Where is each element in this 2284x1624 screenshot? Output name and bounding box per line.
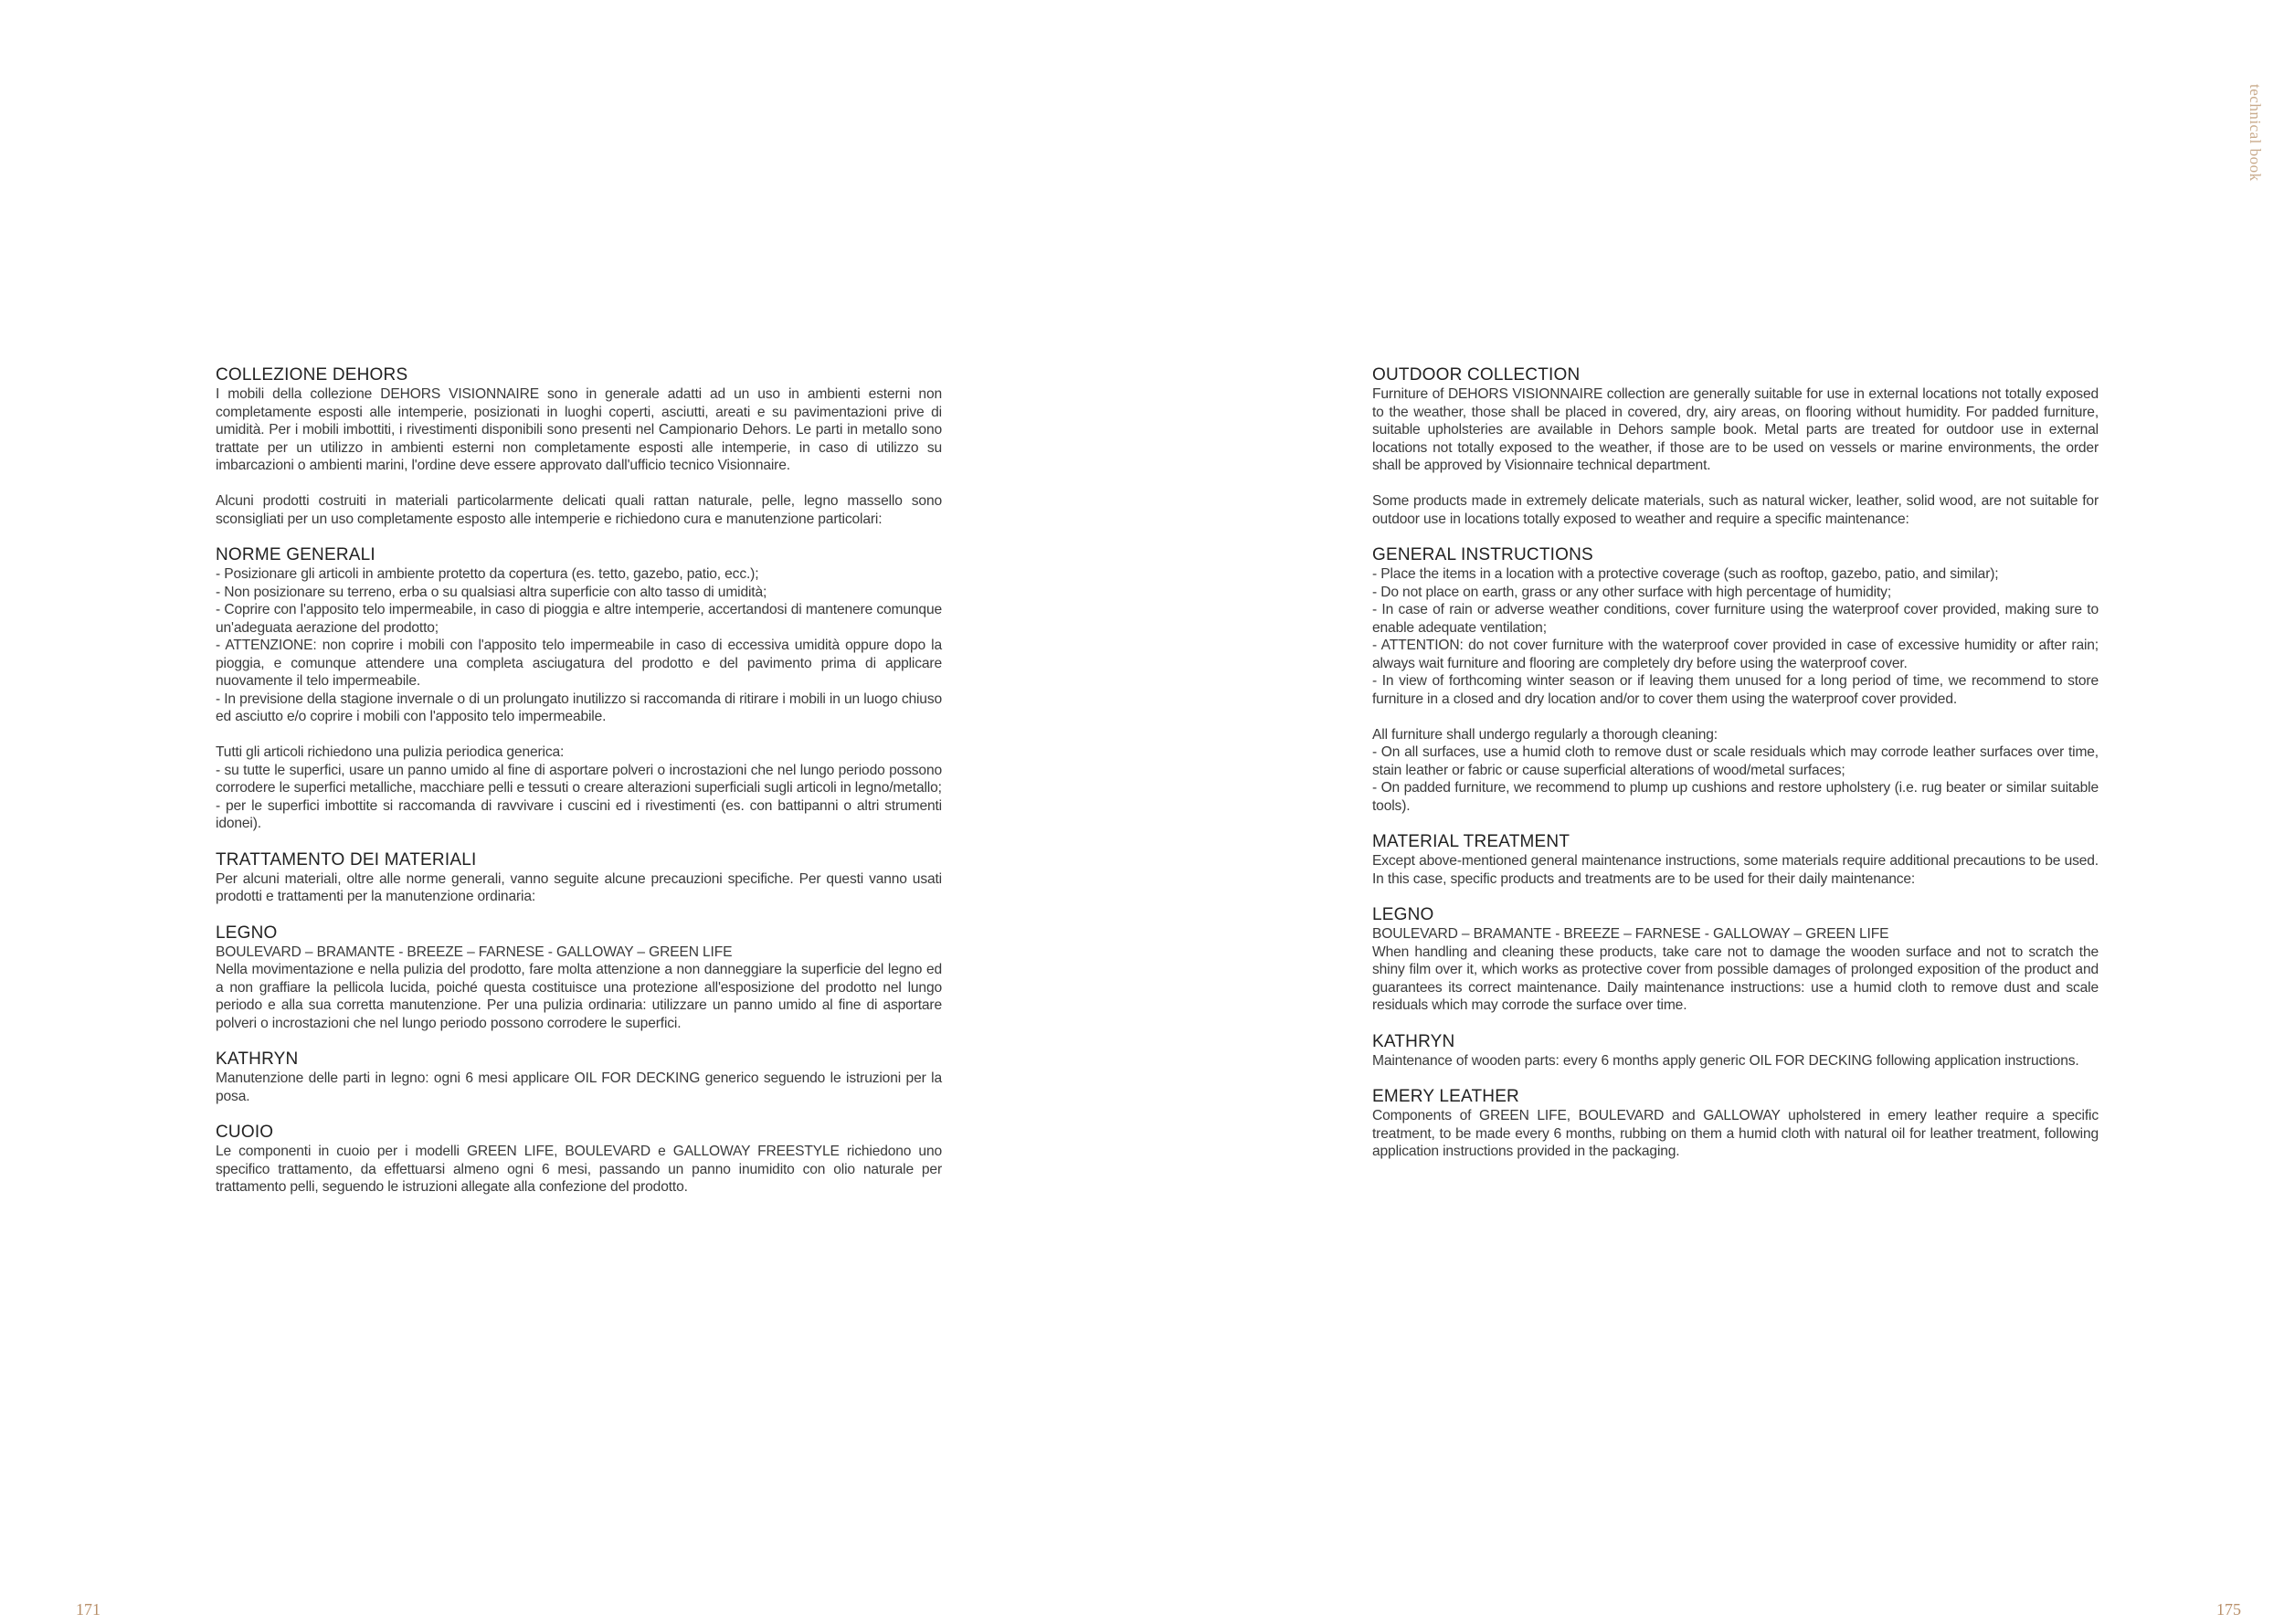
section-heading: EMERY LEATHER [1372,1087,1519,1106]
list-item: - Place the items in a location with a protective coverage (such as rooftop, gazebo, patio, and similar); [1372,566,1999,582]
list-item: - Coprire con l'apposito telo impermeabile, in caso di pioggia e altre intemperie, accertandosi di mantenere comunque un'adeguata aerazione del prodotto; [216,602,942,636]
paragraph: When handling and cleaning these products, take care not to damage the wooden surface and not to scratch the shiny film over it, which works as protective cover from possible damages of prolonged exposition of the product and guarantees its correct maintenance. Daily maintenance instructions: use a humid cloth to remove dust and scale residuals which may corrode the surface over time. [1372,944,2099,1013]
list-item: - In previsione della stagione invernale o di un prolungato inutilizzo si raccomanda di ritirare i mobili in un luogo chiuso ed asciutto e/o coprire i mobili con l'apposito telo impermeabile. [216,691,942,724]
section-heading: OUTDOOR COLLECTION [1372,365,1581,385]
paragraph: Per alcuni materiali, oltre alle norme generali, vanno seguite alcune precauzioni specifiche. Per questi vanno usati prodotti e trattamenti per la manutenzione ordinaria: [216,870,942,904]
list-item: - per le superfici imbottite si raccomanda di ravvivare i cuscini ed i rivestimenti (es. con battipanni o altri strumenti idonei). [216,797,942,831]
paragraph: Some products made in extremely delicate materials, such as natural wicker, leather, solid wood, are not suitable for outdoor use in locations totally exposed to weather and require a specific maintenance: [1372,493,2099,527]
section-heading: TRATTAMENTO DEI MATERIALI [216,849,477,870]
page-number-right: 175 [2216,1600,2241,1619]
paragraph: Furniture of DEHORS VISIONNAIRE collection are generally suitable for use in external locations not totally exposed to the weather, those shall be placed in covered, dry, airy areas, on flooring without humidity. For padded furniture, suitable upholsteries are available in Dehors sample book. Metal parts are treated for outdoor use in external locations not totally exposed to the weather, if those are to be used on vessels or marine environments, the order shall be approved by Visionnaire technical department. [1372,386,2099,473]
paragraph: Components of GREEN LIFE, BOULEVARD and GALLOWAY upholstered in emery leather require a specific treatment, to be made every 6 months, rubbing on them a humid cloth with natural oil for leather treatment, following application instructions provided in the packaging. [1372,1108,2099,1159]
section-heading: GENERAL INSTRUCTIONS [1372,545,1593,564]
section-heading: LEGNO [1372,905,1434,924]
paragraph: Nella movimentazione e nella pulizia del prodotto, fare molta attenzione a non danneggiare la superficie del legno ed a non graffiare la pellicola lucida, poiché questa costituisce una protezione all'esposizione del prodotto nel lungo periodo e alla sua corretta manutenzione. Per una pulizia ordinaria: utilizzare un panno umido al fine di asportare polveri o incrostazioni che nel lungo periodo possono corrodere le superfici. [216,962,942,1031]
list-item: - su tutte le superfici, usare un panno umido al fine di asportare polveri o incrostazioni che nel lungo periodo possono corrodere le superfici metalliche, macchiare pelli e tessuti o creare alterazioni superficiali sugli articoli in legno/metallo; [216,762,942,796]
section-heading: COLLEZIONE DEHORS [216,365,408,385]
section-general-instructions [1372,545,2099,815]
product-list: BOULEVARD – BRAMANTE - BREEZE – FARNESE - GALLOWAY – GREEN LIFE [216,944,733,960]
paragraph: Le componenti in cuoio per i modelli GREEN LIFE, BOULEVARD e GALLOWAY FREESTYLE richiedono uno specifico trattamento, da effettuarsi almeno ogni 6 mesi, passando un panno inumidito con olio naturale per trattamento pelli, seguendo le istruzioni allegate alla confezione del prodotto. [216,1144,942,1195]
list-item: - Posizionare gli articoli in ambiente protetto da copertura (es. tetto, gazebo, patio, ecc.); [216,566,759,582]
english-column [1372,365,2099,1178]
section-heading: MATERIAL TREATMENT [1372,832,1570,851]
section-material-treatment [1372,832,2099,888]
section-cuoio [216,1123,942,1197]
section-heading: CUOIO [216,1123,274,1142]
list-item: - Non posizionare su terreno, erba o su qualsiasi altra superficie con alto tasso di umidità; [216,584,767,600]
italian-column [216,365,942,1214]
section-norme-generali [216,545,942,833]
section-heading: LEGNO [216,923,278,943]
list-item: - ATTENZIONE: non coprire i mobili con l'apposito telo impermeabile in caso di eccessiva umidità oppure dopo la pioggia, e comunque attendere una completa asciugatura del prodotto e del pavimento prima di applicare nuovamente il telo impermeabile. [216,638,942,689]
list-item: - On padded furniture, we recommend to plump up cushions and restore upholstery (i.e. rug beater or similar suitable tools). [1372,780,2099,814]
paragraph: Manutenzione delle parti in legno: ogni 6 mesi applicare OIL FOR DECKING generico seguendo le istruzioni per la posa. [216,1070,942,1104]
section-emery-leather [1372,1087,2099,1161]
paragraph: I mobili della collezione DEHORS VISIONNAIRE sono in generale adatti ad un uso in ambienti esterni non completamente esposti alle intemperie, posizionati in luoghi coperti, asciutti, areati e su pavimentazioni prive di umidità. Per i mobili imbottiti, i rivestimenti disponibili sono presenti nel Campionario Dehors. Le parti in metallo sono trattate per un utilizzo in ambienti esterni non completamente esposti alle intemperie, in caso di utilizzo su imbarcazioni o ambienti marini, l'ordine deve essere approvato dall'ufficio tecnico Visionnaire. [216,386,942,473]
list-item: - In case of rain or adverse weather conditions, cover furniture using the waterproof cover provided, making sure to enable adequate ventilation; [1372,602,2099,636]
list-item: - In view of forthcoming winter season or if leaving them unused for a long period of time, we recommend to store furniture in a closed and dry location and/or to cover them using the waterproof cover provided. [1372,673,2099,707]
section-heading: KATHRYN [216,1049,299,1069]
section-kathryn [216,1049,942,1105]
product-list: BOULEVARD – BRAMANTE - BREEZE – FARNESE - GALLOWAY – GREEN LIFE [1372,926,1889,942]
paragraph: Alcuni prodotti costruiti in materiali particolarmente delicati quali rattan naturale, pelle, legno massello sono sconsigliati per un uso completamente esposto alle intemperie e richiedono cura e manutenzione particolari: [216,493,942,527]
side-label: technical book [2247,84,2264,182]
paragraph: Maintenance of wooden parts: every 6 months apply generic OIL FOR DECKING following application instructions. [1372,1052,2079,1069]
list-item: - On all surfaces, use a humid cloth to remove dust or scale residuals which may corrode leather surfaces over time, stain leather or fabric or cause superficial alterations of wood/metal surfaces; [1372,744,2099,778]
paragraph: Tutti gli articoli richiedono una pulizia periodica generica: [216,744,565,760]
page-number-left: 171 [76,1600,100,1619]
section-legno [216,923,942,1033]
section-kathryn-en [1372,1032,2099,1070]
list-item: - Do not place on earth, grass or any other surface with high percentage of humidity; [1372,584,1892,600]
section-heading: NORME GENERALI [216,545,375,564]
paragraph: All furniture shall undergo regularly a thorough cleaning: [1372,726,1718,743]
list-item: - ATTENTION: do not cover furniture with the waterproof cover provided in case of excessive humidity or after rain; always wait furniture and flooring are completely dry before using the waterproof cover. [1372,638,2099,671]
section-outdoor-collection [1372,365,2099,528]
section-legno-en [1372,905,2099,1015]
section-heading: KATHRYN [1372,1031,1455,1051]
paragraph: Except above-mentioned general maintenance instructions, some materials require additional precautions to be used. In this case, specific products and treatments are to be used for their daily maintenance: [1372,853,2099,887]
section-trattamento-materiali [216,850,942,906]
section-collezione-dehors [216,365,942,528]
